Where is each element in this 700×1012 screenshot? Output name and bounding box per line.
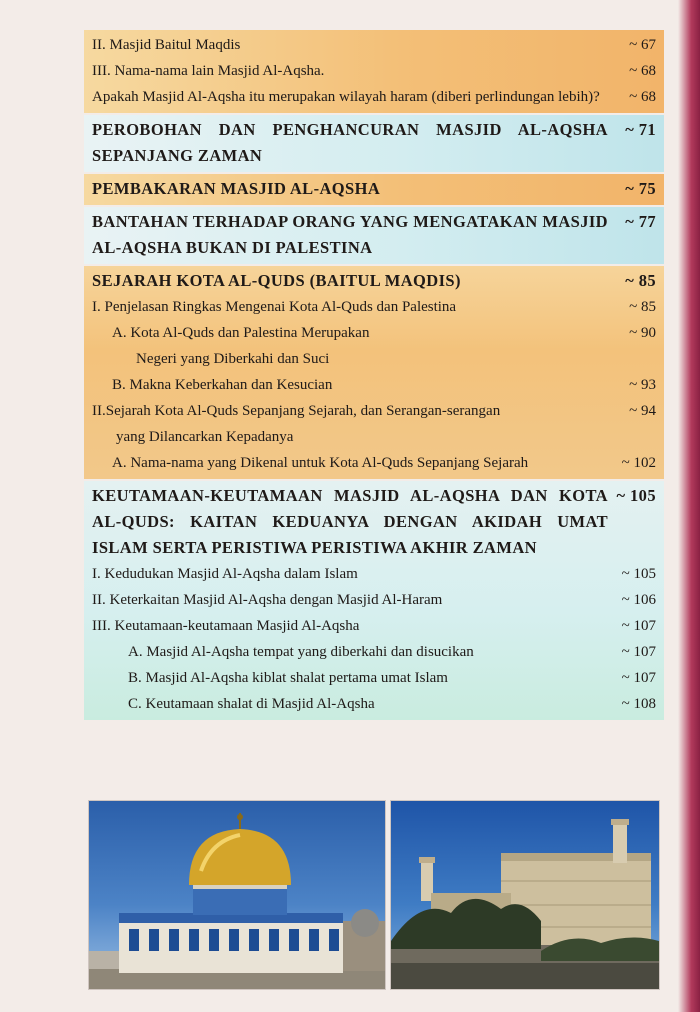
- toc-entry-text: I. Penjelasan Ringkas Mengenai Kota Al-Quds dan Palestina: [92, 299, 457, 315]
- toc-entry-text: A. Masjid Al-Aqsha tempat yang diberkahi dan disucikan: [128, 644, 474, 660]
- toc-section: [84, 174, 664, 205]
- toc-entry-text: SEJARAH KOTA AL-QUDS (BAITUL MAQDIS): [92, 271, 461, 290]
- photo-strip: [88, 800, 658, 988]
- table-of-contents: [84, 30, 664, 720]
- toc-page-number: ~ 107: [621, 644, 656, 660]
- toc-entry-title: [92, 398, 608, 450]
- toc-page-number: ~ 93: [629, 377, 656, 393]
- toc-entry-title: [112, 372, 608, 398]
- toc-subentry: [92, 561, 656, 587]
- toc-subentry: [92, 398, 656, 450]
- toc-page-number: ~ 106: [621, 592, 656, 608]
- toc-page-number: ~ 71: [625, 120, 656, 139]
- toc-subentry: [92, 58, 656, 84]
- toc-entry-continuation: Negeri yang Diberkahi dan Suci: [136, 351, 330, 367]
- toc-page-number: ~ 94: [629, 403, 656, 419]
- book-page-edge: [678, 0, 700, 1012]
- toc-page-number: ~ 90: [629, 325, 656, 341]
- toc-subentry: [92, 294, 656, 320]
- toc-chapter-entry: [92, 117, 656, 169]
- toc-section: [84, 481, 664, 720]
- toc-entry-text: B. Makna Keberkahan dan Kesucian: [112, 377, 333, 393]
- toc-entry-text: II. Masjid Baitul Maqdis: [92, 37, 241, 53]
- ibrahimi-mosque-illustration: [391, 801, 659, 989]
- dome-of-the-rock-photo: [88, 800, 386, 990]
- toc-page-number: ~ 68: [629, 89, 656, 105]
- toc-page-number: ~ 102: [621, 455, 656, 471]
- toc-entry-text: PEMBAKARAN MASJID AL-AQSHA: [92, 179, 381, 198]
- toc-entry-text: III. Keutamaan-keutamaan Masjid Al-Aqsha: [92, 618, 360, 634]
- toc-entry-title: [128, 691, 608, 717]
- toc-entry-text: B. Masjid Al-Aqsha kiblat shalat pertama umat Islam: [128, 670, 448, 686]
- toc-subentry: [92, 372, 656, 398]
- toc-entry-title: [92, 84, 608, 110]
- toc-page-number: ~ 107: [621, 618, 656, 634]
- toc-entry-text: II. Keterkaitan Masjid Al-Aqsha dengan Masjid Al-Haram: [92, 592, 443, 608]
- toc-entry-continuation: yang Dilancarkan Kepadanya: [116, 429, 294, 445]
- toc-chapter-entry: [92, 209, 656, 261]
- toc-entry-text: III. Nama-nama lain Masjid Al-Aqsha.: [92, 63, 325, 79]
- hebron-mosque-photo: [390, 800, 660, 990]
- toc-entry-title: [92, 587, 608, 613]
- toc-page-number: ~ 85: [629, 299, 656, 315]
- toc-entry-text: Apakah Masjid Al-Aqsha itu merupakan wilayah haram (diberi perlindungan lebih)?: [92, 89, 600, 105]
- toc-page-number: ~ 107: [621, 670, 656, 686]
- toc-page-number: ~ 85: [625, 271, 656, 290]
- toc-entry-title: [128, 665, 608, 691]
- toc-subentry: [92, 639, 656, 665]
- toc-page-number: ~ 105: [621, 566, 656, 582]
- dome-of-the-rock-illustration: [89, 801, 385, 989]
- toc-chapter-entry: [92, 483, 656, 561]
- toc-entry-title: [92, 561, 608, 587]
- toc-entry-text: BANTAHAN TERHADAP ORANG YANG MENGATAKAN MASJID AL-AQSHA BUKAN DI PALESTINA: [92, 212, 608, 257]
- toc-section: [84, 266, 664, 479]
- toc-subentry: [92, 320, 656, 372]
- toc-page-number: ~ 77: [625, 212, 656, 231]
- toc-entry-title: [92, 209, 608, 261]
- toc-page-number: ~ 68: [629, 63, 656, 79]
- toc-section: [84, 30, 664, 113]
- toc-entry-text: A. Nama-nama yang Dikenal untuk Kota Al-Quds Sepanjang Sejarah: [112, 455, 529, 471]
- toc-entry-title: [92, 58, 608, 84]
- toc-entry-title: [128, 639, 608, 665]
- toc-subentry: [92, 665, 656, 691]
- toc-page-number: ~ 75: [625, 179, 656, 198]
- toc-entry-text: A. Kota Al-Quds dan Palestina Merupakan: [112, 325, 370, 341]
- toc-entry-title: [92, 483, 608, 561]
- toc-subentry: [92, 32, 656, 58]
- toc-entry-title: [92, 117, 608, 169]
- toc-entry-text: I. Kedudukan Masjid Al-Aqsha dalam Islam: [92, 566, 358, 582]
- toc-entry-title: [92, 294, 608, 320]
- toc-entry-title: [92, 32, 608, 58]
- toc-section: [84, 207, 664, 264]
- toc-entry-title: [92, 176, 608, 202]
- toc-subentry: [92, 587, 656, 613]
- toc-entry-title: [112, 450, 608, 476]
- toc-entry-text: KEUTAMAAN-KEUTAMAAN MASJID AL-AQSHA DAN KOTA AL-QUDS: KAITAN KEDUANYA DENGAN AKIDAH UMAT ISLAM SERTA PERISTIWA PERISTIWA AKHIR ZAMAN: [92, 486, 608, 557]
- toc-section: [84, 115, 664, 172]
- toc-subentry: [92, 450, 656, 476]
- toc-page-number: ~ 105: [616, 486, 656, 505]
- toc-subentry: [92, 84, 656, 110]
- toc-chapter-entry: [92, 176, 656, 202]
- toc-chapter-entry: [92, 268, 656, 294]
- toc-entry-title: [92, 268, 608, 294]
- toc-subentry: [92, 691, 656, 717]
- toc-entry-text: II.Sejarah Kota Al-Quds Sepanjang Sejarah, dan Serangan-serangan: [92, 403, 501, 419]
- toc-page-number: ~ 108: [621, 696, 656, 712]
- toc-entry-text: C. Keutamaan shalat di Masjid Al-Aqsha: [128, 696, 375, 712]
- toc-subentry: [92, 613, 656, 639]
- toc-entry-title: [112, 320, 608, 372]
- toc-entry-title: [92, 613, 608, 639]
- toc-entry-text: PEROBOHAN DAN PENGHANCURAN MASJID AL-AQSHA SEPANJANG ZAMAN: [92, 120, 608, 165]
- toc-page-number: ~ 67: [629, 37, 656, 53]
